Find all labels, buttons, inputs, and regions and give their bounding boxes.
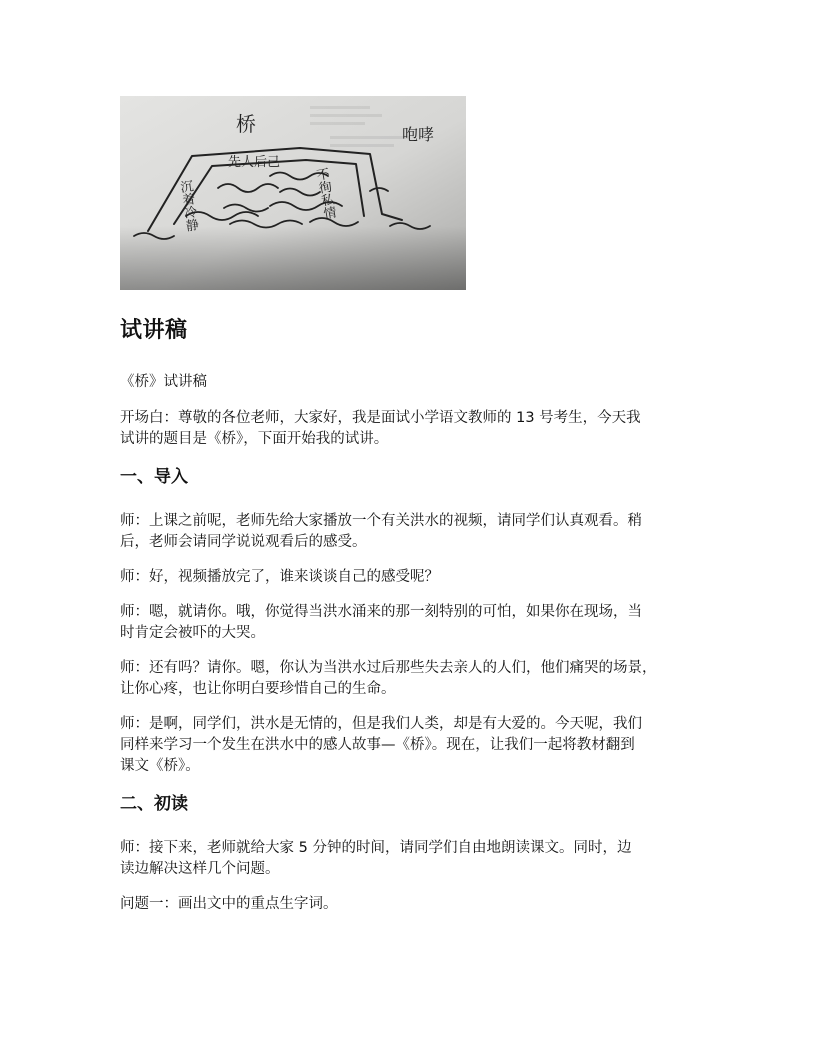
label-right: 不徇私情 — [312, 166, 337, 221]
blackboard-sketch-photo — [120, 96, 466, 290]
paragraph: 师：还有吗？请你。嗯，你认为当洪水过后那些失去亲人的人们，他们痛哭的场景， 让你心疼，也让你明白要珍惜自己的生命。 — [120, 660, 657, 697]
paragraph: 师：上课之前呢，老师先给大家播放一个有关洪水的视频，请同学们认真观看。稍 后，老师会请同学说说观看后的感受。 — [120, 513, 642, 550]
paragraph: 师：嗯，就请你。哦，你觉得当洪水涌来的那一刻特别的可怕，如果你在现场，当 时肯定会被吓的大哭。 — [120, 604, 642, 641]
section-heading-intro: 一、导入 — [120, 467, 188, 487]
paragraph: 师：接下来，老师就给大家 5 分钟的时间，请同学们自由地朗读课文。同时，边 读边解决这样几个问题。 — [120, 840, 632, 877]
caption-right: 咆哮 — [402, 125, 435, 144]
paragraph: 师：好，视频播放完了，谁来谈谈自己的感受呢？ — [120, 569, 439, 585]
caption-top: 桥 — [236, 112, 256, 136]
document-subtitle: 《桥》试讲稿 — [120, 374, 207, 390]
document-title: 试讲稿 — [120, 318, 188, 343]
bridge-sketch — [120, 96, 466, 290]
section-heading-first-reading: 二、初读 — [120, 794, 188, 814]
document-body — [120, 314, 710, 929]
paragraph: 师：是啊，同学们，洪水是无情的，但是我们人类，却是有大爱的。今天呢，我们 同样来学习一个发生在洪水中的感人故事—《桥》。现在，让我们一起将教材翻到 课文《桥》。 — [120, 716, 642, 774]
label-left: 沉着冷静 — [176, 178, 199, 233]
label-top: 先人后己 — [228, 155, 281, 170]
intro-paragraph: 开场白：尊敬的各位老师，大家好，我是面试小学语文教师的 13 号考生，今天我 试讲的题目是《桥》，下面开始我的试讲。 — [120, 410, 641, 447]
paragraph: 问题一：画出文中的重点生字词。 — [120, 896, 338, 912]
